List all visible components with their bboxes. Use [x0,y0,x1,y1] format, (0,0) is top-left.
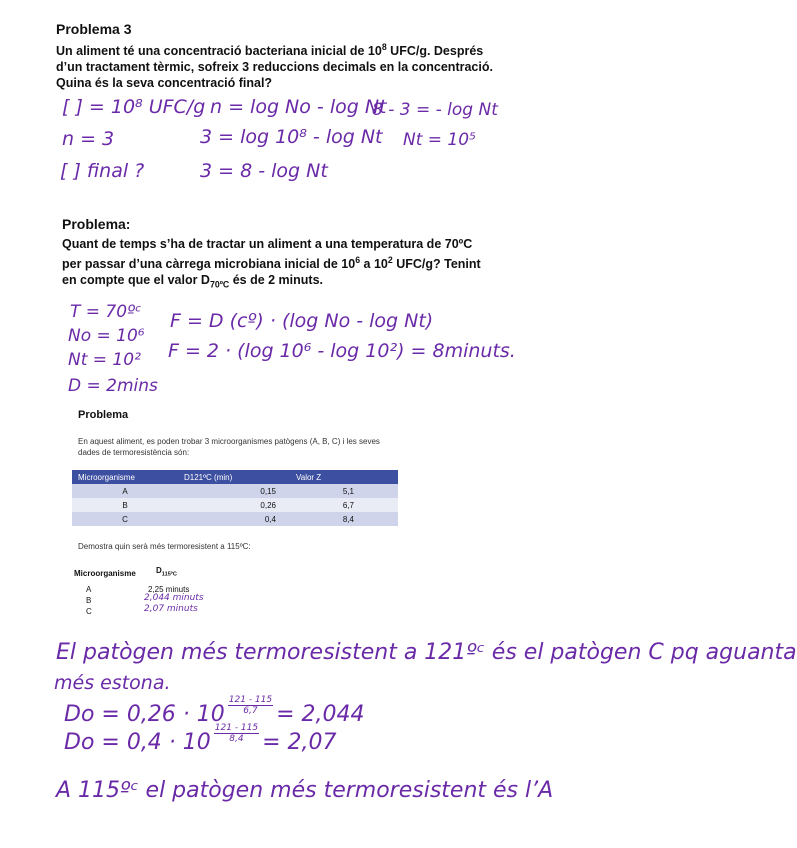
thermal-data-table [72,470,398,526]
hw-p2-a3: Nt = 10² [68,350,141,370]
small-row-a-letter: A [86,585,92,594]
problem-2-title: Problema: [62,216,131,232]
answer-line-1: El patògen més termoresistent a 121ºᶜ és el patògen C pq aguanta [56,640,797,665]
problem-2-question: Quant de temps s’ha de tractar un aliment a una temperatura de 70ºC per passar d’una càrrega microbiana inicial de $10^6$ a $10^2$ UFC/g? Tenint en compte que el valor $D_{70ºC}$ és de 2 minuts. [62,237,481,290]
hw-p2-a2: No = 10⁶ [68,326,145,346]
answer-eq-1: Do = 0,26 · 10 $\frac{121 - 115}{6,7}$ = 2,044 [64,694,365,727]
small-row-a-value: 2,25 minuts [148,585,190,594]
problem-3-box [68,404,404,626]
hw-p1-c1: 8 - 3 = - log Nt [372,100,498,120]
answer-conclusion: A 115ºᶜ el patògen més termoresistent és l’A [56,778,554,803]
table-header: Valor Z [290,470,398,484]
problem-3-intro: En aquest aliment, es poden trobar 3 microorganismes patògens (A, B, C) i les seves dades de termoresistència són: [78,437,380,457]
hw-p2-b2: F = 2 · (log 10⁶ - log 10²) = 8minuts. [168,340,516,362]
hw-p2-a1: T = 70ºᶜ [70,302,142,322]
problem-3-title: Problema [78,409,129,421]
problem-2-box [56,212,480,288]
hw-p1-c2: Nt = 10⁵ [403,130,476,150]
small-row-c-letter: C [86,607,92,616]
hw-p1-a1: [ ] = 10⁸ UFC/g [62,96,206,118]
hw-p2-b1: F = D (cº) · (log No - log Nt) [170,310,434,332]
table-header: D121ºC (min) [178,470,290,484]
small-row-b-value: 2,044 minuts [144,593,204,603]
small-header-col1: Microorganisme [74,569,136,578]
hw-p1-a3: [ ] final ? [60,160,145,182]
small-row-c-value: 2,07 minuts [144,604,198,614]
table-row: A 0,15 5,1 [72,484,398,498]
hw-p1-b2: 3 = log 10⁸ - log Nt [200,126,383,148]
table-header: Microorganisme [72,470,178,484]
problem-3-question: Demostra quin serà més termoresistent a 115ºC: [78,542,251,551]
hw-p2-a4: D = 2mins [68,376,158,396]
hw-p1-b3: 3 = 8 - log Nt [200,160,328,182]
answer-eq-2: Do = 0,4 · 10 $\frac{121 - 115}{8,4}$ = 2,07 [64,722,337,755]
problem-1-question: Un aliment té una concentració bacteriana inicial de $10^8$ UFC/g. Després d’un tractament tèrmic, sofreix 3 reduccions decimals en la concentració. Quina és la seva concentració final? [56,42,493,91]
hw-p1-a2: n = 3 [62,128,115,150]
problem-1-box [50,18,515,90]
hw-p1-b1: n = log No - log Nt [210,96,387,118]
small-header-col2: $D_{115ºC}$ [156,566,177,578]
problem-1-title: Problema 3 [56,21,132,37]
answer-line-2: més estona. [54,672,171,694]
table-row: B 0,26 6,7 [72,498,398,512]
table-row: C 0,4 8,4 [72,512,398,526]
small-row-b-letter: B [86,596,92,605]
